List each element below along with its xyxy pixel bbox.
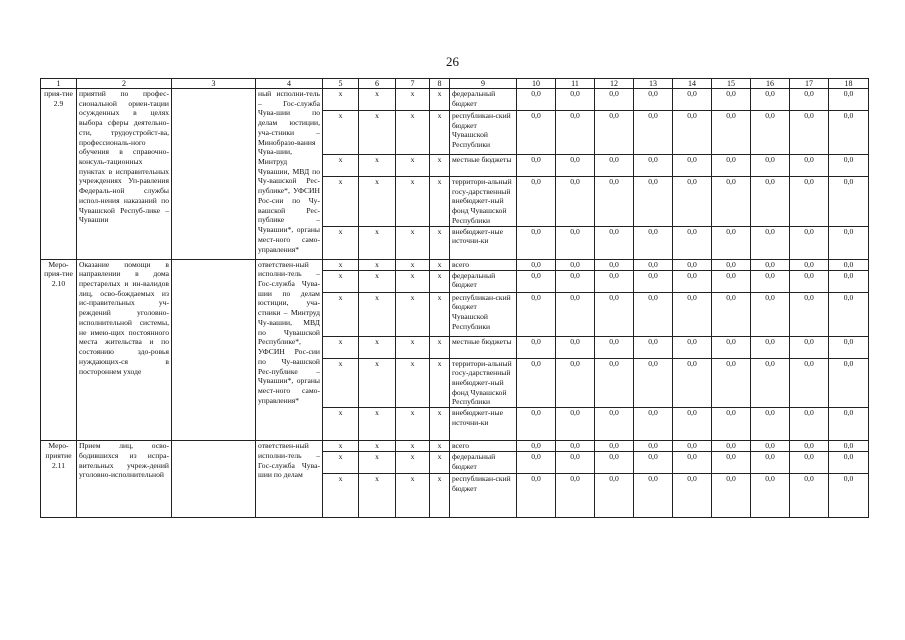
x-mark-cell: x — [430, 358, 450, 408]
value-cell: 0,0 — [556, 155, 595, 177]
value-cell: 0,0 — [634, 452, 673, 474]
value-cell: 0,0 — [673, 270, 712, 292]
value-cell: 0,0 — [595, 292, 634, 336]
value-cell: 0,0 — [556, 111, 595, 155]
value-cell: 0,0 — [712, 336, 751, 358]
value-cell: 0,0 — [595, 474, 634, 518]
x-mark-cell: x — [396, 358, 430, 408]
value-cell: 0,0 — [556, 226, 595, 259]
value-cell: 0,0 — [751, 270, 790, 292]
value-cell: 0,0 — [595, 452, 634, 474]
funding-source-cell: федеральный бюджет — [450, 89, 517, 111]
value-cell: 0,0 — [712, 441, 751, 452]
value-cell: 0,0 — [829, 259, 869, 270]
x-mark-cell: x — [430, 89, 450, 111]
x-mark-cell: x — [359, 111, 396, 155]
value-cell: 0,0 — [829, 441, 869, 452]
block-col4: ный исполни-тель – Гос-служба Чува-шии по делам юстиции, уча-стники – Минобразо-вания Чува-шии, Минтруд Чувашии, МВД по Чу-вашской Рес-публике*, УФСИН Рос-сии по Чу-вашской Рес-публике – Чувашии*, органы мест-ного само-управления* — [256, 89, 323, 260]
header-cell: 15 — [712, 79, 751, 89]
header-cell: 2 — [77, 79, 172, 89]
value-cell: 0,0 — [556, 452, 595, 474]
value-cell: 0,0 — [751, 155, 790, 177]
value-cell: 0,0 — [634, 89, 673, 111]
value-cell: 0,0 — [634, 336, 673, 358]
value-cell: 0,0 — [556, 336, 595, 358]
value-cell: 0,0 — [751, 259, 790, 270]
value-cell: 0,0 — [556, 441, 595, 452]
x-mark-cell: x — [359, 177, 396, 227]
value-cell: 0,0 — [790, 270, 829, 292]
x-mark-cell: x — [323, 111, 359, 155]
x-mark-cell: x — [323, 270, 359, 292]
block-col1: прия-тие 2.9 — [41, 89, 77, 260]
value-cell: 0,0 — [790, 226, 829, 259]
x-mark-cell: x — [323, 292, 359, 336]
value-cell: 0,0 — [634, 111, 673, 155]
value-cell: 0,0 — [595, 177, 634, 227]
funding-source-cell: республикан-ский бюджет — [450, 474, 517, 518]
x-mark-cell: x — [430, 270, 450, 292]
value-cell: 0,0 — [829, 111, 869, 155]
value-cell: 0,0 — [790, 89, 829, 111]
x-mark-cell: x — [396, 155, 430, 177]
x-mark-cell: x — [359, 226, 396, 259]
value-cell: 0,0 — [634, 177, 673, 227]
value-cell: 0,0 — [595, 259, 634, 270]
x-mark-cell: x — [430, 177, 450, 227]
header-cell: 12 — [595, 79, 634, 89]
x-mark-cell: x — [430, 226, 450, 259]
value-cell: 0,0 — [751, 226, 790, 259]
x-mark-cell: x — [396, 270, 430, 292]
value-cell: 0,0 — [517, 155, 556, 177]
header-cell: 4 — [256, 79, 323, 89]
value-cell: 0,0 — [790, 358, 829, 408]
table-row — [41, 441, 869, 452]
header-cell: 6 — [359, 79, 396, 89]
x-mark-cell: x — [323, 358, 359, 408]
x-mark-cell: x — [359, 474, 396, 518]
value-cell: 0,0 — [673, 155, 712, 177]
x-mark-cell: x — [396, 474, 430, 518]
x-mark-cell: x — [396, 441, 430, 452]
header-cell: 5 — [323, 79, 359, 89]
value-cell: 0,0 — [712, 452, 751, 474]
value-cell: 0,0 — [751, 441, 790, 452]
value-cell: 0,0 — [517, 177, 556, 227]
x-mark-cell: x — [323, 259, 359, 270]
x-mark-cell: x — [359, 336, 396, 358]
value-cell: 0,0 — [634, 226, 673, 259]
value-cell: 0,0 — [712, 259, 751, 270]
x-mark-cell: x — [396, 226, 430, 259]
header-cell: 17 — [790, 79, 829, 89]
value-cell: 0,0 — [556, 408, 595, 441]
x-mark-cell: x — [430, 336, 450, 358]
value-cell: 0,0 — [556, 177, 595, 227]
value-cell: 0,0 — [829, 336, 869, 358]
block-col4: ответствен-ный исполни-тель – Гос-служба Чува-шии по делам — [256, 441, 323, 518]
value-cell: 0,0 — [712, 89, 751, 111]
value-cell: 0,0 — [634, 155, 673, 177]
x-mark-cell: x — [359, 259, 396, 270]
table-row — [41, 89, 869, 111]
value-cell: 0,0 — [829, 292, 869, 336]
header-row — [41, 79, 869, 89]
value-cell: 0,0 — [790, 155, 829, 177]
x-mark-cell: x — [430, 408, 450, 441]
value-cell: 0,0 — [829, 474, 869, 518]
x-mark-cell: x — [396, 259, 430, 270]
value-cell: 0,0 — [790, 474, 829, 518]
value-cell: 0,0 — [829, 155, 869, 177]
x-mark-cell: x — [323, 89, 359, 111]
value-cell: 0,0 — [673, 336, 712, 358]
value-cell: 0,0 — [634, 292, 673, 336]
block-col3 — [172, 259, 256, 441]
value-cell: 0,0 — [673, 226, 712, 259]
value-cell: 0,0 — [517, 270, 556, 292]
funding-source-cell: федеральный бюджет — [450, 270, 517, 292]
value-cell: 0,0 — [673, 259, 712, 270]
x-mark-cell: x — [430, 452, 450, 474]
value-cell: 0,0 — [829, 270, 869, 292]
value-cell: 0,0 — [751, 177, 790, 227]
x-mark-cell: x — [430, 474, 450, 518]
value-cell: 0,0 — [712, 270, 751, 292]
x-mark-cell: x — [430, 111, 450, 155]
value-cell: 0,0 — [673, 452, 712, 474]
funding-source-cell: федеральный бюджет — [450, 452, 517, 474]
x-mark-cell: x — [430, 259, 450, 270]
value-cell: 0,0 — [751, 292, 790, 336]
funding-source-cell: местные бюджеты — [450, 336, 517, 358]
x-mark-cell: x — [396, 177, 430, 227]
value-cell: 0,0 — [829, 89, 869, 111]
value-cell: 0,0 — [829, 177, 869, 227]
x-mark-cell: x — [396, 408, 430, 441]
value-cell: 0,0 — [790, 292, 829, 336]
x-mark-cell: x — [430, 292, 450, 336]
value-cell: 0,0 — [634, 358, 673, 408]
value-cell: 0,0 — [829, 452, 869, 474]
header-cell: 10 — [517, 79, 556, 89]
program-table — [40, 78, 869, 518]
funding-source-cell: внебюджет-ные источни-ки — [450, 226, 517, 259]
value-cell: 0,0 — [790, 111, 829, 155]
value-cell: 0,0 — [517, 226, 556, 259]
value-cell: 0,0 — [517, 474, 556, 518]
funding-source-cell: всего — [450, 259, 517, 270]
value-cell: 0,0 — [595, 89, 634, 111]
block-col1: Меро-прия-тие 2.10 — [41, 259, 77, 441]
value-cell: 0,0 — [790, 408, 829, 441]
value-cell: 0,0 — [517, 441, 556, 452]
value-cell: 0,0 — [673, 292, 712, 336]
value-cell: 0,0 — [790, 336, 829, 358]
value-cell: 0,0 — [595, 155, 634, 177]
value-cell: 0,0 — [556, 358, 595, 408]
value-cell: 0,0 — [790, 452, 829, 474]
x-mark-cell: x — [323, 336, 359, 358]
funding-source-cell: всего — [450, 441, 517, 452]
block-col2: Оказание помощи в направлении в дома престарелых и ин-валидов лиц, осво-бождаемых из ис-правительных уч-реждений уголовно-исполнительной системы, не имею-щих постоянного места жительства и по состоянию здо-ровья нуждающих-ся в постороннем уходе — [77, 259, 172, 441]
header-cell: 9 — [450, 79, 517, 89]
value-cell: 0,0 — [595, 111, 634, 155]
value-cell: 0,0 — [712, 226, 751, 259]
value-cell: 0,0 — [517, 408, 556, 441]
value-cell: 0,0 — [634, 259, 673, 270]
funding-source-cell: внебюджет-ные источни-ки — [450, 408, 517, 441]
x-mark-cell: x — [323, 474, 359, 518]
value-cell: 0,0 — [751, 408, 790, 441]
value-cell: 0,0 — [595, 441, 634, 452]
value-cell: 0,0 — [595, 408, 634, 441]
block-col4: ответствен-ный исполни-тель – Гос-служба Чува-шии по делам юстиции, уча-стники – Минтруд Чу-вашии, МВД по Чувашской Республике*, УФСИН Рос-сии по Чу-вашской Рес-публике – Чувашии*, органы мест-ного само-управления* — [256, 259, 323, 441]
value-cell: 0,0 — [673, 408, 712, 441]
x-mark-cell: x — [359, 155, 396, 177]
value-cell: 0,0 — [595, 336, 634, 358]
value-cell: 0,0 — [673, 177, 712, 227]
value-cell: 0,0 — [634, 270, 673, 292]
funding-source-cell: территори-альный госу-дарственный внебюджет-ный фонд Чувашской Республики — [450, 177, 517, 227]
value-cell: 0,0 — [517, 111, 556, 155]
value-cell: 0,0 — [517, 89, 556, 111]
block-col1: Меро-приятие 2.11 — [41, 441, 77, 518]
header-cell: 16 — [751, 79, 790, 89]
value-cell: 0,0 — [595, 358, 634, 408]
x-mark-cell: x — [396, 292, 430, 336]
value-cell: 0,0 — [751, 89, 790, 111]
x-mark-cell: x — [323, 155, 359, 177]
value-cell: 0,0 — [634, 408, 673, 441]
value-cell: 0,0 — [712, 408, 751, 441]
value-cell: 0,0 — [673, 89, 712, 111]
value-cell: 0,0 — [556, 89, 595, 111]
funding-source-cell: республикан-ский бюджет Чувашской Республики — [450, 111, 517, 155]
value-cell: 0,0 — [517, 259, 556, 270]
x-mark-cell: x — [323, 408, 359, 441]
x-mark-cell: x — [396, 111, 430, 155]
value-cell: 0,0 — [556, 259, 595, 270]
value-cell: 0,0 — [673, 358, 712, 408]
x-mark-cell: x — [396, 89, 430, 111]
header-cell: 3 — [172, 79, 256, 89]
x-mark-cell: x — [359, 89, 396, 111]
value-cell: 0,0 — [790, 177, 829, 227]
value-cell: 0,0 — [712, 292, 751, 336]
value-cell: 0,0 — [829, 408, 869, 441]
funding-source-cell: территори-альный госу-дарственный внебюджет-ный фонд Чувашской Республики — [450, 358, 517, 408]
value-cell: 0,0 — [634, 474, 673, 518]
x-mark-cell: x — [396, 452, 430, 474]
value-cell: 0,0 — [673, 441, 712, 452]
x-mark-cell: x — [430, 441, 450, 452]
value-cell: 0,0 — [790, 259, 829, 270]
value-cell: 0,0 — [595, 226, 634, 259]
x-mark-cell: x — [359, 292, 396, 336]
value-cell: 0,0 — [712, 474, 751, 518]
value-cell: 0,0 — [790, 441, 829, 452]
value-cell: 0,0 — [751, 111, 790, 155]
x-mark-cell: x — [323, 177, 359, 227]
x-mark-cell: x — [430, 155, 450, 177]
header-cell: 13 — [634, 79, 673, 89]
value-cell: 0,0 — [751, 358, 790, 408]
value-cell: 0,0 — [556, 474, 595, 518]
header-cell: 11 — [556, 79, 595, 89]
value-cell: 0,0 — [634, 441, 673, 452]
value-cell: 0,0 — [673, 474, 712, 518]
value-cell: 0,0 — [517, 452, 556, 474]
block-col3 — [172, 441, 256, 518]
value-cell: 0,0 — [751, 452, 790, 474]
value-cell: 0,0 — [595, 270, 634, 292]
value-cell: 0,0 — [829, 358, 869, 408]
value-cell: 0,0 — [751, 474, 790, 518]
value-cell: 0,0 — [517, 292, 556, 336]
header-cell: 8 — [430, 79, 450, 89]
value-cell: 0,0 — [712, 358, 751, 408]
value-cell: 0,0 — [556, 292, 595, 336]
funding-source-cell: республикан-ский бюджет Чувашской Республики — [450, 292, 517, 336]
value-cell: 0,0 — [517, 358, 556, 408]
x-mark-cell: x — [323, 226, 359, 259]
x-mark-cell: x — [396, 336, 430, 358]
block-col2: приятий по профес-сиональной ориен-тации осужденных в целях выбора сферы деятельно-сти, трудоустройст-ва, профессиональ-ного обучения в справочно-консуль-тационных пунктах в исправительных учреждениях Уп-равления Федераль-ной службы испол-нения наказаний по Чувашской Респуб-лике – Чувашии — [77, 89, 172, 260]
value-cell: 0,0 — [751, 336, 790, 358]
value-cell: 0,0 — [712, 177, 751, 227]
block-col2: Прием лиц, осво-бодившихся из испра-вительных учреж-дений уголовно-исполнительной — [77, 441, 172, 518]
x-mark-cell: x — [323, 441, 359, 452]
x-mark-cell: x — [359, 408, 396, 441]
block-col3 — [172, 89, 256, 260]
value-cell: 0,0 — [712, 111, 751, 155]
value-cell: 0,0 — [517, 336, 556, 358]
x-mark-cell: x — [359, 270, 396, 292]
x-mark-cell: x — [359, 358, 396, 408]
value-cell: 0,0 — [556, 270, 595, 292]
x-mark-cell: x — [323, 452, 359, 474]
header-cell: 1 — [41, 79, 77, 89]
header-cell: 18 — [829, 79, 869, 89]
value-cell: 0,0 — [673, 111, 712, 155]
table-row — [41, 259, 869, 270]
value-cell: 0,0 — [712, 155, 751, 177]
value-cell: 0,0 — [829, 226, 869, 259]
x-mark-cell: x — [359, 452, 396, 474]
funding-source-cell: местные бюджеты — [450, 155, 517, 177]
x-mark-cell: x — [359, 441, 396, 452]
page-number: 26 — [446, 54, 459, 69]
header-cell: 14 — [673, 79, 712, 89]
header-cell: 7 — [396, 79, 430, 89]
